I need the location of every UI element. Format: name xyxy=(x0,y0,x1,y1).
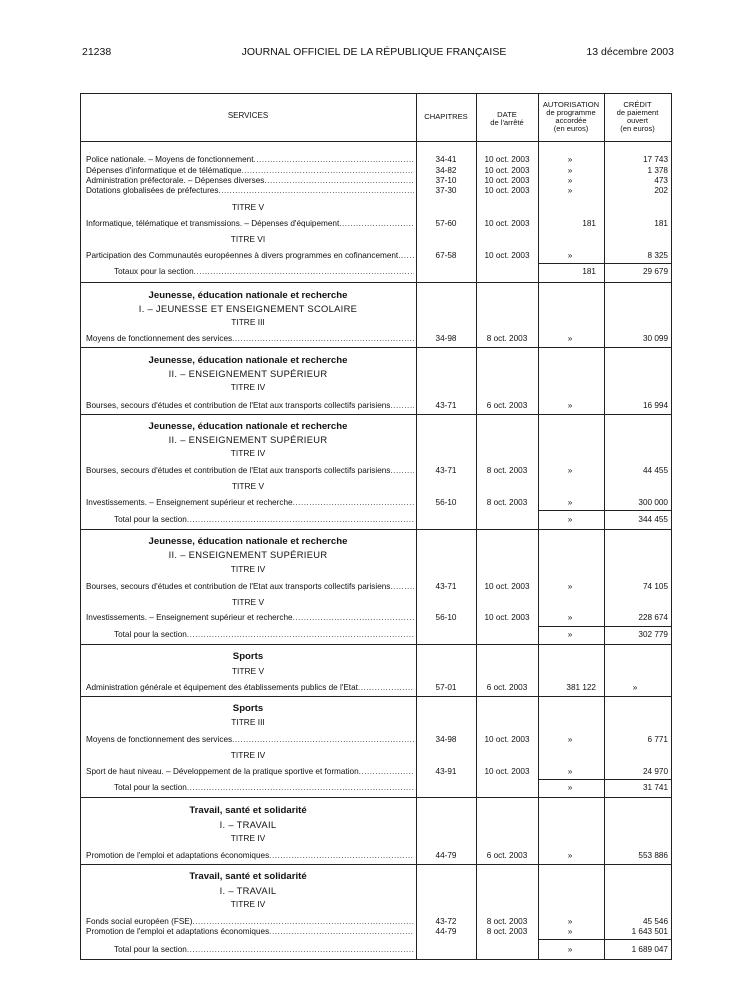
total-rule xyxy=(538,510,671,511)
row-date: 10 oct. 2003 xyxy=(484,582,530,591)
titre-heading: TITRE IV xyxy=(230,448,266,458)
col-header-chapitres: CHAPITRES xyxy=(424,112,468,121)
table-row xyxy=(80,185,672,196)
row-date: 10 oct. 2003 xyxy=(484,219,530,228)
row-autorisation: 181 xyxy=(582,219,596,228)
row-date: 8 oct. 2003 xyxy=(486,498,528,507)
row-date: 6 oct. 2003 xyxy=(486,401,528,410)
row-label: Total pour la section ..... xyxy=(114,944,414,955)
total-rule xyxy=(538,263,671,264)
ministry-heading: Jeunesse, éducation nationale et recherche xyxy=(148,536,348,547)
col-header-credit-l4: (en euros) xyxy=(620,124,655,133)
col-header-credit-l3: ouvert xyxy=(626,116,649,125)
table-row xyxy=(80,465,672,476)
col-header-auto-l4: (en euros) xyxy=(553,124,589,133)
row-chapitre: 57-60 xyxy=(435,219,457,228)
row-credit: 1 378 xyxy=(647,166,668,175)
row-credit: 24 970 xyxy=(642,767,668,776)
ministry-heading: Sports xyxy=(232,703,264,714)
table-row xyxy=(80,154,672,165)
titre-heading: TITRE III xyxy=(231,717,265,727)
row-credit: 473 xyxy=(654,176,668,185)
row-autorisation: » xyxy=(567,767,573,776)
row-credit: 74 105 xyxy=(642,582,668,591)
row-credit: 31 741 xyxy=(642,783,668,792)
row-credit: 30 099 xyxy=(642,334,668,343)
section-heading: II. – ENSEIGNEMENT SUPÉRIEUR xyxy=(168,549,328,560)
row-chapitre: 43-71 xyxy=(435,401,457,410)
section-divider xyxy=(80,282,672,283)
row-date: 8 oct. 2003 xyxy=(486,927,528,936)
total-row xyxy=(80,782,672,793)
row-autorisation: » xyxy=(567,515,573,524)
row-credit: 45 546 xyxy=(642,917,668,926)
col-header-auto-l2: de programme xyxy=(546,108,596,117)
table-row xyxy=(80,218,672,229)
table-row xyxy=(80,333,672,344)
total-rule xyxy=(538,779,671,780)
row-date: 10 oct. 2003 xyxy=(484,767,530,776)
row-label: Fonds social européen (FSE) ..... xyxy=(86,916,414,927)
table-top-border xyxy=(80,93,672,94)
titre-heading: TITRE V xyxy=(231,666,265,676)
credits-table xyxy=(80,93,672,960)
col-header-credit xyxy=(604,101,671,133)
col-header-date-l2: de l'arrêté xyxy=(490,118,524,127)
row-credit: 202 xyxy=(654,186,668,195)
row-chapitre: 57-01 xyxy=(435,683,457,692)
row-label: Promotion de l'emploi et adaptations économiques ..... xyxy=(86,926,414,937)
table-row xyxy=(80,497,672,508)
row-label: Dépenses d'informatique et de télématique ..... xyxy=(86,165,414,176)
row-autorisation: » xyxy=(567,783,573,792)
row-chapitre: 37-10 xyxy=(435,176,457,185)
row-label: Moyens de fonctionnement des services ..... xyxy=(86,734,414,745)
table-row xyxy=(80,400,672,411)
row-credit: 228 674 xyxy=(638,613,668,622)
row-chapitre: 34-41 xyxy=(435,155,457,164)
section-divider xyxy=(80,797,672,798)
row-autorisation: 381 122 xyxy=(566,683,596,692)
row-credit: 344 455 xyxy=(638,515,668,524)
total-row xyxy=(80,944,672,955)
col-header-date-l1: DATE xyxy=(497,110,517,119)
titre-heading: TITRE IV xyxy=(230,899,266,909)
table-row xyxy=(80,926,672,937)
section-divider xyxy=(80,864,672,865)
section-heading: I. – TRAVAIL xyxy=(219,819,277,830)
row-date: 8 oct. 2003 xyxy=(486,466,528,475)
header-bottom-border xyxy=(80,141,672,142)
row-autorisation: » xyxy=(567,630,573,639)
section-divider xyxy=(80,347,672,348)
titre-heading: TITRE IV xyxy=(230,833,266,843)
table-row xyxy=(80,850,672,861)
row-autorisation: » xyxy=(567,582,573,591)
row-date: 10 oct. 2003 xyxy=(484,251,530,260)
titre-heading: TITRE IV xyxy=(230,564,266,574)
section-heading: II. – ENSEIGNEMENT SUPÉRIEUR xyxy=(168,368,328,379)
table-row xyxy=(80,682,672,693)
row-autorisation: » xyxy=(567,498,573,507)
row-date: 10 oct. 2003 xyxy=(484,166,530,175)
row-chapitre: 37-30 xyxy=(435,186,457,195)
ministry-heading: Travail, santé et solidarité xyxy=(189,805,307,816)
row-label: Informatique, télématique et transmissions. – Dépenses d'équipement ..... xyxy=(86,218,414,229)
titre-heading: TITRE IV xyxy=(230,750,266,760)
section-divider xyxy=(80,414,672,415)
row-autorisation: » xyxy=(567,166,573,175)
row-chapitre: 44-79 xyxy=(435,927,457,936)
ministry-heading: Jeunesse, éducation nationale et recherche xyxy=(148,421,348,432)
row-chapitre: 34-82 xyxy=(435,166,457,175)
total-rule xyxy=(538,626,671,627)
titre-heading: TITRE III xyxy=(231,317,265,327)
row-autorisation: » xyxy=(567,251,573,260)
titre-heading: TITRE V xyxy=(231,202,265,212)
row-credit: 8 325 xyxy=(647,251,668,260)
row-date: 8 oct. 2003 xyxy=(486,917,528,926)
ministry-heading: Travail, santé et solidarité xyxy=(189,871,307,882)
titre-heading: TITRE V xyxy=(231,597,265,607)
row-chapitre: 43-71 xyxy=(435,582,457,591)
col-header-services: SERVICES xyxy=(227,111,269,120)
table-row xyxy=(80,766,672,777)
row-label: Administration générale et équipement des établissements publics de l'Etat ..... xyxy=(86,682,414,693)
col-header-credit-l1: CRÉDIT xyxy=(623,100,652,109)
row-date: 10 oct. 2003 xyxy=(484,155,530,164)
col-header-auto-l1: AUTORISATION xyxy=(542,100,600,109)
row-date: 8 oct. 2003 xyxy=(486,334,528,343)
row-label: Total pour la section ..... xyxy=(114,514,414,525)
row-label: Bourses, secours d'études et contribution de l'Etat aux transports collectifs parisiens ..... xyxy=(86,400,414,411)
table-row xyxy=(80,612,672,623)
row-credit: 16 994 xyxy=(642,401,668,410)
row-autorisation: » xyxy=(567,945,573,954)
ministry-heading: Jeunesse, éducation nationale et recherche xyxy=(148,290,348,301)
row-credit: 17 743 xyxy=(642,155,668,164)
row-credit: 6 771 xyxy=(647,735,668,744)
row-label: Dotations globalisées de préfectures ..... xyxy=(86,185,414,196)
titre-heading: TITRE VI xyxy=(230,234,266,244)
row-credit: 302 779 xyxy=(638,630,668,639)
row-label: Investissements. – Enseignement supérieur et recherche ..... xyxy=(86,497,414,508)
row-autorisation: » xyxy=(567,735,573,744)
row-label: Totaux pour la section ..... xyxy=(114,266,414,277)
row-label: Administration préfectorale. – Dépenses diverses ..... xyxy=(86,175,414,186)
section-heading: I. – TRAVAIL xyxy=(219,885,277,896)
row-autorisation: » xyxy=(567,851,573,860)
row-date: 6 oct. 2003 xyxy=(486,683,528,692)
row-chapitre: 56-10 xyxy=(435,498,457,507)
row-chapitre: 43-91 xyxy=(435,767,457,776)
table-row xyxy=(80,250,672,261)
ministry-heading: Sports xyxy=(232,651,264,662)
row-credit: 1 689 047 xyxy=(631,945,668,954)
table-bottom-border xyxy=(80,959,672,960)
row-chapitre: 67-58 xyxy=(435,251,457,260)
row-autorisation: » xyxy=(567,334,573,343)
row-date: 10 oct. 2003 xyxy=(484,613,530,622)
row-chapitre: 43-71 xyxy=(435,466,457,475)
col-header-autorisation xyxy=(538,101,604,133)
journal-title: JOURNAL OFFICIEL DE LA RÉPUBLIQUE FRANÇAISE xyxy=(241,46,507,58)
row-label: Moyens de fonctionnement des services ..... xyxy=(86,333,414,344)
row-credit: 44 455 xyxy=(642,466,668,475)
row-chapitre: 43-72 xyxy=(435,917,457,926)
issue-date: 13 décembre 2003 xyxy=(586,46,674,58)
row-autorisation: » xyxy=(567,176,573,185)
row-label: Promotion de l'emploi et adaptations économiques ..... xyxy=(86,850,414,861)
row-autorisation: 181 xyxy=(582,267,596,276)
col-header-credit-l2: de paiement xyxy=(616,108,659,117)
row-date: 10 oct. 2003 xyxy=(484,186,530,195)
row-chapitre: 56-10 xyxy=(435,613,457,622)
row-label: Bourses, secours d'études et contribution de l'Etat aux transports collectifs parisiens ..... xyxy=(86,581,414,592)
row-date: 10 oct. 2003 xyxy=(484,176,530,185)
table-row xyxy=(80,734,672,745)
row-autorisation: » xyxy=(567,613,573,622)
row-credit: 553 886 xyxy=(638,851,668,860)
total-row xyxy=(80,514,672,525)
row-autorisation: » xyxy=(567,155,573,164)
page-number: 21238 xyxy=(82,46,112,58)
row-autorisation: » xyxy=(567,466,573,475)
row-label: Total pour la section ..... xyxy=(114,629,414,640)
row-date: 10 oct. 2003 xyxy=(484,735,530,744)
row-label: Bourses, secours d'études et contribution de l'Etat aux transports collectifs parisiens ..... xyxy=(86,465,414,476)
row-chapitre: 44-79 xyxy=(435,851,457,860)
total-row xyxy=(80,629,672,640)
col-header-date xyxy=(476,111,538,127)
section-divider xyxy=(80,644,672,645)
row-date: 6 oct. 2003 xyxy=(486,851,528,860)
row-label: Sport de haut niveau. – Développement de la pratique sportive et formation ..... xyxy=(86,766,414,777)
row-autorisation: » xyxy=(567,401,573,410)
section-heading: I. – JEUNESSE ET ENSEIGNEMENT SCOLAIRE xyxy=(138,303,358,314)
row-chapitre: 34-98 xyxy=(435,334,457,343)
row-autorisation: » xyxy=(567,927,573,936)
section-divider xyxy=(80,696,672,697)
row-label: Total pour la section ..... xyxy=(114,782,414,793)
row-credit: 1 643 501 xyxy=(631,927,668,936)
row-chapitre: 34-98 xyxy=(435,735,457,744)
table-row xyxy=(80,581,672,592)
row-credit: 300 000 xyxy=(638,498,668,507)
row-label: Participation des Communautés européennes à divers programmes en cofinancement ..... xyxy=(86,250,414,261)
row-credit: 29 679 xyxy=(642,267,668,276)
ministry-heading: Jeunesse, éducation nationale et recherche xyxy=(148,355,348,366)
row-autorisation: » xyxy=(567,917,573,926)
row-autorisation: » xyxy=(567,186,573,195)
total-rule xyxy=(538,939,671,940)
section-heading: II. – ENSEIGNEMENT SUPÉRIEUR xyxy=(168,434,328,445)
row-credit: 181 xyxy=(654,219,668,228)
titre-heading: TITRE IV xyxy=(230,382,266,392)
row-label: Investissements. – Enseignement supérieur et recherche ..... xyxy=(86,612,414,623)
row-credit: » xyxy=(632,683,638,692)
row-label: Police nationale. – Moyens de fonctionnement ..... xyxy=(86,154,414,165)
col-header-auto-l3: accordée xyxy=(555,116,587,125)
titre-heading: TITRE V xyxy=(231,481,265,491)
section-divider xyxy=(80,529,672,530)
total-row xyxy=(80,266,672,277)
